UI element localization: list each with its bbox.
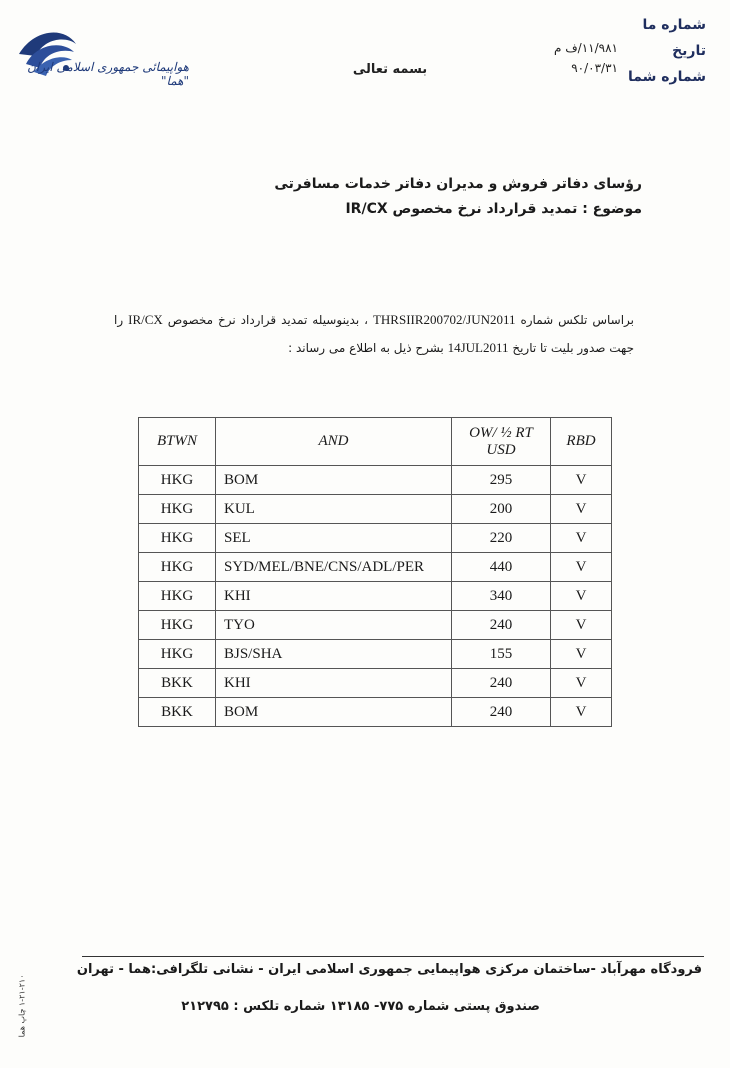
valid-until-date: 14JUL2011	[447, 340, 509, 355]
cell-fare: 240	[452, 669, 551, 698]
body-part-1: براساس تلکس شماره	[520, 313, 634, 327]
cell-and: TYO	[216, 611, 452, 640]
footer-divider	[82, 956, 704, 957]
header-btwn: BTWN	[139, 418, 216, 466]
cell-btwn: HKG	[139, 466, 216, 495]
body-part-3: را جهت صدور بلیت تا تاریخ	[114, 313, 634, 355]
cell-btwn: HKG	[139, 524, 216, 553]
table-row	[139, 640, 612, 669]
cell-rbd: V	[551, 495, 612, 524]
cell-and: KHI	[216, 669, 452, 698]
table-row	[139, 698, 612, 727]
reference-values	[554, 38, 618, 78]
cell-rbd: V	[551, 698, 612, 727]
cell-rbd: V	[551, 524, 612, 553]
header-and: AND	[216, 418, 452, 466]
cell-btwn: BKK	[139, 698, 216, 727]
header-rbd: RBD	[551, 418, 612, 466]
table-row	[139, 553, 612, 582]
cell-fare: 200	[452, 495, 551, 524]
table-row	[139, 466, 612, 495]
your-number-label: شماره شما	[627, 69, 706, 85]
header-fare: OW/ ½ RT USD	[452, 418, 551, 466]
cell-and: BOM	[216, 698, 452, 727]
table-row	[139, 495, 612, 524]
date-value: ۹۰/۰۳/۳۱	[571, 61, 618, 75]
body-part-2: ، بدینوسیله تمدید قرارداد نرخ مخصوص	[167, 313, 368, 327]
cell-rbd: V	[551, 669, 612, 698]
carrier-pair: IR/CX	[128, 312, 163, 327]
logo-text: هواپیمائی جمهوری اسلامی ایران "هما"	[27, 60, 189, 88]
cell-fare: 440	[452, 553, 551, 582]
cell-rbd: V	[551, 466, 612, 495]
telex-reference: THRSIIR200702/JUN2011	[372, 312, 516, 327]
cell-btwn: HKG	[139, 495, 216, 524]
cell-and: SYD/MEL/BNE/CNS/ADL/PER	[216, 553, 452, 582]
table-row	[139, 524, 612, 553]
letter-body	[114, 306, 634, 362]
cell-and: KHI	[216, 582, 452, 611]
cell-fare: 240	[452, 611, 551, 640]
table-row	[139, 611, 612, 640]
print-code: ۱-۲۱-۲۱۰ چاپ هما	[17, 974, 27, 1038]
footer-address: فرودگاه مهرآباد -ساختمان مرکزی هواپیمایی جمهوری اسلامی ایران - نشانی تلگرافی:هما - تهران	[76, 962, 702, 977]
cell-btwn: HKG	[139, 640, 216, 669]
cell-rbd: V	[551, 640, 612, 669]
cell-rbd: V	[551, 553, 612, 582]
addressee: رؤسای دفاتر فروش و مدیران دفاتر خدمات مسافرتی	[274, 176, 642, 192]
reference-labels	[626, 12, 706, 90]
cell-rbd: V	[551, 582, 612, 611]
cell-and: BJS/SHA	[216, 640, 452, 669]
footer-postal: صندوق پستی شماره ۷۷۵- ۱۳۱۸۵ شماره تلکس : ۲۱۲۷۹۵	[181, 999, 540, 1014]
body-part-4: بشرح ذیل به اطلاع می رساند :	[288, 341, 444, 355]
fares-table	[138, 417, 612, 727]
cell-and: SEL	[216, 524, 452, 553]
cell-fare: 220	[452, 524, 551, 553]
our-number-label: شماره ما	[642, 17, 706, 33]
cell-fare: 240	[452, 698, 551, 727]
table-header-row	[139, 418, 612, 466]
cell-rbd: V	[551, 611, 612, 640]
cell-btwn: HKG	[139, 611, 216, 640]
subject-line: موضوع : تمدید قرارداد نرخ مخصوص IR/CX	[345, 201, 642, 217]
cell-fare: 295	[452, 466, 551, 495]
date-label: تاریخ	[672, 43, 706, 59]
cell-btwn: BKK	[139, 669, 216, 698]
table-row	[139, 582, 612, 611]
cell-and: BOM	[216, 466, 452, 495]
basmala: بسمه تعالی	[352, 62, 428, 77]
cell-btwn: HKG	[139, 553, 216, 582]
table-row	[139, 669, 612, 698]
cell-and: KUL	[216, 495, 452, 524]
cell-btwn: HKG	[139, 582, 216, 611]
cell-fare: 155	[452, 640, 551, 669]
cell-fare: 340	[452, 582, 551, 611]
our-number-value: ۱۱/۹۸۱/ف م	[553, 41, 618, 55]
